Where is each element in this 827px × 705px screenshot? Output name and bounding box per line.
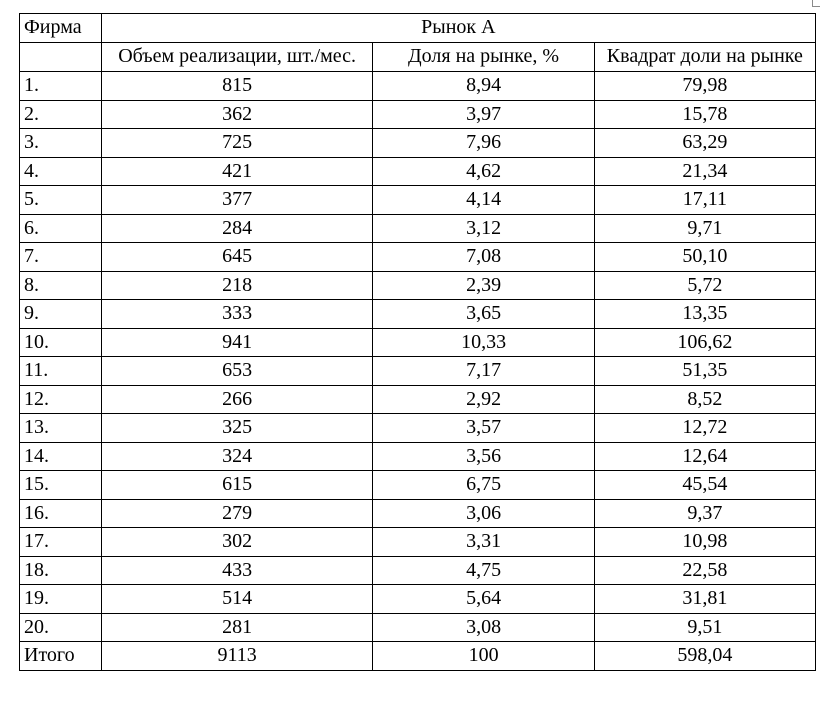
cell-volume: 266: [101, 385, 373, 414]
total-share: 100: [373, 642, 594, 671]
cell-share-square: 10,98: [594, 528, 815, 557]
table-row: [20, 585, 816, 614]
cell-volume: 433: [101, 556, 373, 585]
header-row-1: [20, 14, 816, 43]
cell-share: 3,31: [373, 528, 594, 557]
table-row: [20, 72, 816, 101]
cell-share: 8,94: [373, 72, 594, 101]
cell-share-square: 106,62: [594, 328, 815, 357]
cell-volume: 653: [101, 357, 373, 386]
table-row: [20, 129, 816, 158]
cell-firm: 5.: [20, 186, 102, 215]
cell-volume: 377: [101, 186, 373, 215]
cell-share: 4,14: [373, 186, 594, 215]
cell-volume: 325: [101, 414, 373, 443]
cell-firm: 16.: [20, 499, 102, 528]
table-row: [20, 414, 816, 443]
cell-firm: 1.: [20, 72, 102, 101]
cell-share-square: 15,78: [594, 100, 815, 129]
cell-volume: 218: [101, 271, 373, 300]
cell-volume: 302: [101, 528, 373, 557]
cell-share: 3,56: [373, 442, 594, 471]
header-volume: Объем реализации, шт./мес.: [101, 42, 373, 72]
cell-share: 3,57: [373, 414, 594, 443]
cell-share-square: 13,35: [594, 300, 815, 329]
page-corner-mark-horizontal: [812, 6, 820, 7]
cell-share-square: 21,34: [594, 157, 815, 186]
cell-volume: 281: [101, 613, 373, 642]
cell-share-square: 51,35: [594, 357, 815, 386]
table-row: [20, 243, 816, 272]
cell-firm: 9.: [20, 300, 102, 329]
cell-volume: 324: [101, 442, 373, 471]
table-row: [20, 385, 816, 414]
cell-share: 10,33: [373, 328, 594, 357]
cell-share: 7,17: [373, 357, 594, 386]
table-row: [20, 442, 816, 471]
cell-share-square: 8,52: [594, 385, 815, 414]
cell-share-square: 12,72: [594, 414, 815, 443]
cell-share-square: 31,81: [594, 585, 815, 614]
cell-firm: 10.: [20, 328, 102, 357]
cell-volume: 941: [101, 328, 373, 357]
cell-firm: 2.: [20, 100, 102, 129]
cell-firm: 15.: [20, 471, 102, 500]
cell-share: 4,62: [373, 157, 594, 186]
header-market: Рынок А: [101, 14, 815, 43]
cell-firm: 8.: [20, 271, 102, 300]
cell-firm: 3.: [20, 129, 102, 158]
cell-volume: 725: [101, 129, 373, 158]
header-share: Доля на рынке, %: [373, 42, 594, 72]
total-row: [20, 642, 816, 671]
cell-firm: 13.: [20, 414, 102, 443]
table-row: [20, 271, 816, 300]
cell-volume: 615: [101, 471, 373, 500]
cell-volume: 333: [101, 300, 373, 329]
table-row: [20, 357, 816, 386]
cell-volume: 645: [101, 243, 373, 272]
cell-share: 5,64: [373, 585, 594, 614]
table-row: [20, 499, 816, 528]
total-volume: 9113: [101, 642, 373, 671]
table-row: [20, 556, 816, 585]
cell-share: 7,08: [373, 243, 594, 272]
table-row: [20, 100, 816, 129]
cell-share: 3,97: [373, 100, 594, 129]
cell-share-square: 9,71: [594, 214, 815, 243]
header-firm: Фирма: [20, 14, 102, 43]
cell-firm: 12.: [20, 385, 102, 414]
cell-share: 2,39: [373, 271, 594, 300]
cell-share-square: 17,11: [594, 186, 815, 215]
cell-share-square: 22,58: [594, 556, 815, 585]
total-share-square: 598,04: [594, 642, 815, 671]
cell-share: 3,06: [373, 499, 594, 528]
cell-firm: 6.: [20, 214, 102, 243]
cell-share-square: 9,51: [594, 613, 815, 642]
cell-firm: 17.: [20, 528, 102, 557]
cell-share-square: 63,29: [594, 129, 815, 158]
cell-volume: 284: [101, 214, 373, 243]
cell-share-square: 50,10: [594, 243, 815, 272]
cell-share: 3,12: [373, 214, 594, 243]
cell-firm: 19.: [20, 585, 102, 614]
market-share-table: [19, 13, 816, 671]
header-row-2: [20, 42, 816, 72]
cell-share: 3,65: [373, 300, 594, 329]
cell-share-square: 12,64: [594, 442, 815, 471]
cell-firm: 20.: [20, 613, 102, 642]
cell-volume: 815: [101, 72, 373, 101]
cell-share: 4,75: [373, 556, 594, 585]
cell-share: 2,92: [373, 385, 594, 414]
cell-share: 3,08: [373, 613, 594, 642]
cell-share-square: 79,98: [594, 72, 815, 101]
cell-firm: 4.: [20, 157, 102, 186]
cell-firm: 18.: [20, 556, 102, 585]
cell-volume: 514: [101, 585, 373, 614]
cell-volume: 421: [101, 157, 373, 186]
total-label: Итого: [20, 642, 102, 671]
cell-share-square: 9,37: [594, 499, 815, 528]
table-row: [20, 214, 816, 243]
table-row: [20, 613, 816, 642]
cell-firm: 14.: [20, 442, 102, 471]
table-row: [20, 186, 816, 215]
header-share-square: Квадрат доли на рынке: [594, 42, 815, 72]
header-firm-empty: [20, 42, 102, 72]
table-row: [20, 300, 816, 329]
cell-firm: 7.: [20, 243, 102, 272]
cell-share-square: 45,54: [594, 471, 815, 500]
table-row: [20, 157, 816, 186]
cell-volume: 279: [101, 499, 373, 528]
table-body: [20, 72, 816, 642]
cell-share: 7,96: [373, 129, 594, 158]
cell-firm: 11.: [20, 357, 102, 386]
cell-volume: 362: [101, 100, 373, 129]
cell-share: 6,75: [373, 471, 594, 500]
cell-share-square: 5,72: [594, 271, 815, 300]
table-row: [20, 328, 816, 357]
table-row: [20, 471, 816, 500]
table-row: [20, 528, 816, 557]
